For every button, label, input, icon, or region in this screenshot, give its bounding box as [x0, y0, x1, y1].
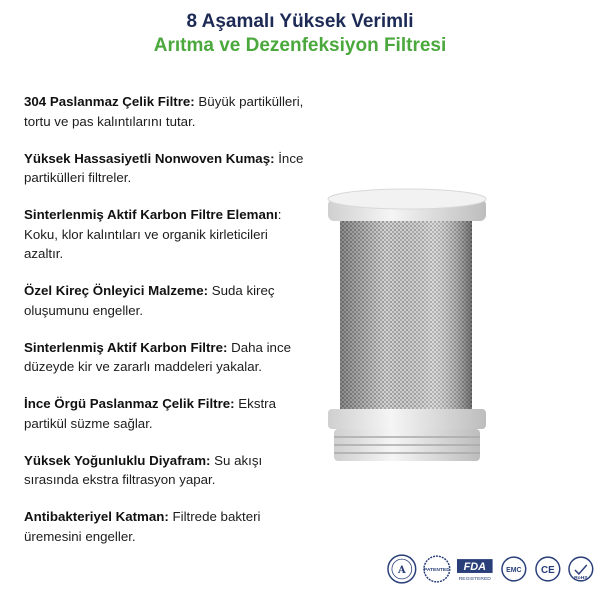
feature-item — [24, 507, 304, 546]
feature-description: Filtrede bakteri üremesini engeller. — [24, 509, 261, 544]
fda-registered-icon — [455, 554, 495, 584]
feature-item — [24, 149, 304, 188]
feature-name: Sinterlenmiş Aktif Karbon Filtre Elemanı — [24, 207, 278, 222]
page-title — [0, 10, 600, 58]
filter-bottom-ring — [328, 409, 486, 429]
feature-name: Özel Kireç Önleyici Malzeme: — [24, 283, 209, 298]
feature-item — [24, 205, 304, 264]
feature-description: Büyük partikülleri, tortu ve pas kalıntılarını tutar. — [24, 94, 304, 129]
feature-description: : Koku, klor kalıntıları ve organik kirleticileri azaltır. — [24, 207, 282, 261]
feature-item — [24, 394, 304, 433]
feature-item — [24, 451, 304, 490]
title-line-2: Arıtma ve Dezenfeksiyon Filtresi — [153, 35, 447, 56]
feature-name: Yüksek Yoğunluklu Diyafram: — [24, 452, 211, 468]
feature-name: Antibakteriyel Katman: — [24, 509, 169, 524]
svg-text:A: A — [398, 564, 406, 576]
feature-description: Suda kireç oluşumunu engeller. — [24, 283, 275, 318]
feature-name: İnce Örgü Paslanmaz Çelik Filtre: — [24, 396, 235, 411]
ce-label: CE — [540, 564, 555, 576]
filter-cartridge-image — [318, 185, 496, 470]
certification-badges — [386, 553, 596, 585]
ce-mark-icon — [533, 554, 563, 584]
feature-item — [24, 338, 304, 377]
feature-description: Ekstra partikül süzme sağlar. — [24, 396, 276, 431]
patented-label: PATENTED — [423, 567, 450, 573]
feature-item — [24, 281, 304, 320]
feature-name: 304 Paslanmaz Çelik Filtre: — [24, 94, 195, 109]
feature-description: Su akışı sırasında ekstra filtrasyon yapar. — [24, 452, 263, 487]
feature-description: Daha ince düzeyde kir ve zararlı maddeleri yakalar. — [24, 339, 291, 374]
fda-label: FDA — [463, 560, 487, 573]
fda-sub-label: REGISTERED — [459, 576, 492, 582]
rohs-label: RoHS — [574, 575, 588, 581]
emc-icon — [499, 554, 529, 584]
accreditation-seal-icon — [386, 553, 418, 585]
feature-list — [24, 92, 304, 564]
feature-description: İnce partikülleri filtreler. — [24, 150, 304, 185]
feature-name: Sinterlenmiş Aktif Karbon Filtre: — [24, 339, 228, 355]
title-line-1: 8 Aşamalı Yüksek Verimli — [186, 11, 414, 32]
patented-seal-icon — [422, 554, 452, 584]
rohs-icon — [566, 554, 596, 584]
emc-label: EMC — [506, 566, 522, 574]
feature-item — [24, 92, 304, 131]
feature-name: Yüksek Hassasiyetli Nonwoven Kumaş: — [24, 150, 275, 166]
